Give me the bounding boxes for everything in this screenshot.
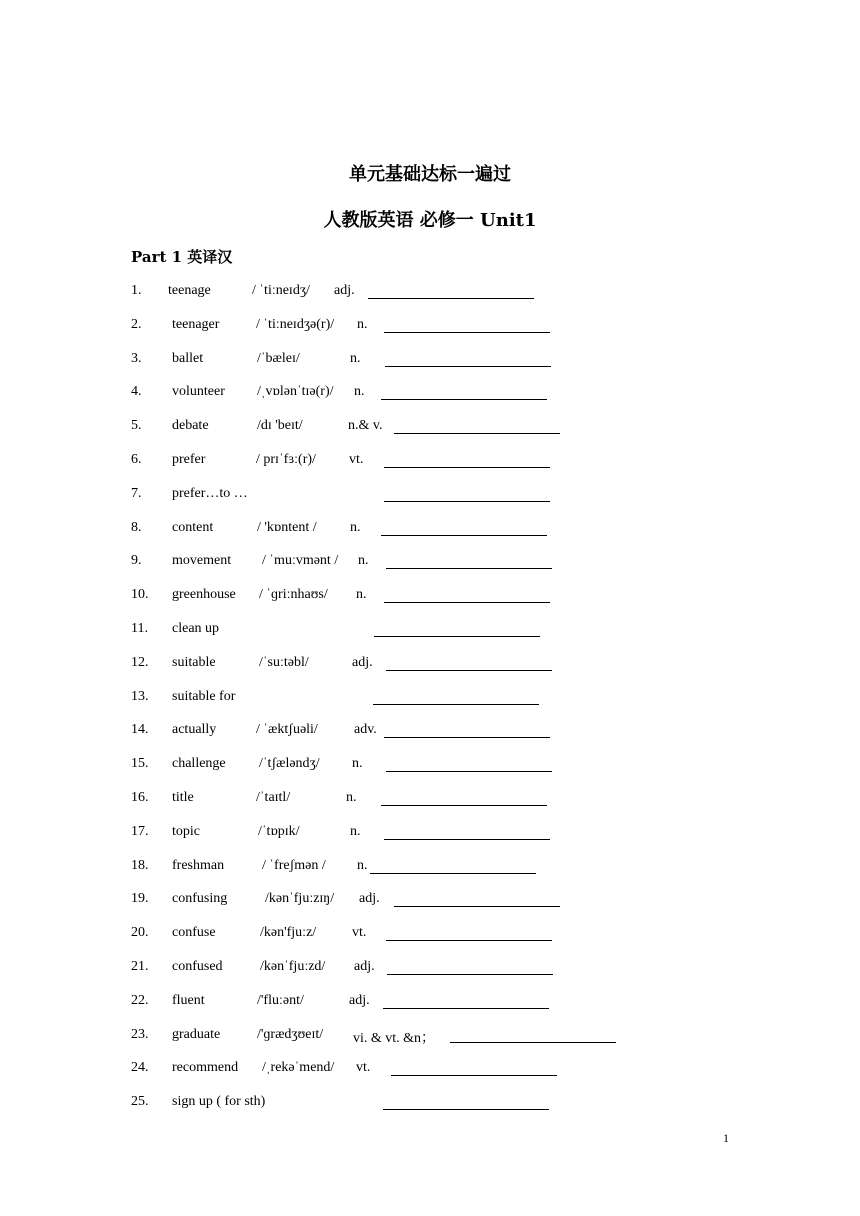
item-number: 13.	[131, 688, 149, 704]
answer-blank[interactable]	[386, 655, 552, 671]
item-phonetic: /ˈtaɪtl/	[256, 790, 291, 805]
answer-blank[interactable]	[373, 689, 539, 705]
item-number: 5.	[131, 418, 142, 434]
item-part-of-speech: n.	[357, 857, 368, 873]
item-number: 23.	[131, 1026, 149, 1042]
item-word: confusing	[172, 891, 228, 907]
item-number: 4.	[131, 384, 142, 400]
item-part-of-speech: vt.	[356, 1060, 371, 1076]
answer-blank[interactable]	[384, 486, 550, 502]
answer-blank[interactable]	[381, 790, 547, 806]
item-word: teenage	[168, 283, 211, 298]
item-word: title	[172, 790, 194, 805]
item-part-of-speech: adj.	[349, 992, 370, 1008]
item-phonetic: / ˈmuːvmənt /	[262, 553, 339, 569]
item-number: 24.	[131, 1060, 149, 1076]
item-part-of-speech: vi. & vt. &n；	[353, 1030, 436, 1046]
item-part-of-speech: adv.	[354, 722, 377, 738]
item-number: 18.	[131, 857, 149, 873]
item-word: recommend	[172, 1060, 239, 1076]
item-part-of-speech: adj.	[334, 283, 355, 298]
item-number: 16.	[131, 790, 149, 805]
answer-blank[interactable]	[391, 1060, 557, 1076]
item-word: graduate	[172, 1026, 221, 1042]
item-part-of-speech: adj.	[352, 654, 373, 670]
item-part-of-speech: vt.	[349, 452, 364, 467]
item-phonetic: /kən'fjuːz/	[260, 925, 317, 941]
item-part-of-speech: adj.	[354, 959, 375, 974]
answer-blank[interactable]	[370, 858, 536, 874]
item-number: 14.	[131, 722, 149, 738]
item-word: teenager	[172, 316, 220, 332]
answer-blank[interactable]	[386, 553, 552, 569]
item-phonetic: /kənˈfjuːzɪŋ/	[265, 891, 335, 907]
answer-blank[interactable]	[450, 1027, 616, 1043]
answer-blank[interactable]	[383, 993, 549, 1009]
item-part-of-speech: n.	[356, 587, 367, 603]
item-part-of-speech: n.	[357, 316, 368, 332]
item-phonetic: /ˌrekəˈmend/	[262, 1060, 335, 1076]
answer-blank[interactable]	[381, 384, 547, 400]
answer-blank[interactable]	[384, 824, 550, 840]
item-part-of-speech: n.	[350, 823, 361, 839]
answer-blank[interactable]	[386, 925, 552, 941]
item-phonetic: /'fluːənt/	[257, 992, 304, 1008]
item-part-of-speech: n.	[358, 553, 369, 569]
item-number: 17.	[131, 823, 149, 839]
document-subtitle: 人教版英语 必修一 Unit1	[323, 210, 537, 231]
item-word: freshman	[172, 857, 225, 873]
item-phonetic: / ˈæktʃuəli/	[256, 722, 318, 738]
item-number: 2.	[131, 316, 142, 332]
item-word: topic	[172, 823, 200, 839]
item-word: prefer…to …	[172, 485, 248, 501]
item-number: 6.	[131, 452, 142, 467]
item-part-of-speech: n.	[350, 350, 361, 366]
item-word: volunteer	[172, 384, 225, 400]
answer-blank[interactable]	[384, 452, 550, 468]
item-number: 19.	[131, 891, 149, 907]
item-word: confuse	[172, 925, 216, 941]
item-phonetic: /ˈtɒpɪk/	[258, 823, 300, 839]
item-word: confused	[172, 959, 223, 974]
item-word: prefer	[172, 452, 206, 467]
item-word: content	[172, 519, 214, 535]
item-phonetic: / ˈtiːneɪdʒə(r)/	[256, 316, 335, 332]
item-number: 12.	[131, 654, 149, 670]
answer-blank[interactable]	[368, 283, 534, 299]
item-part-of-speech: n.	[352, 756, 363, 772]
item-phonetic: / ˈɡriːnhaʊs/	[259, 587, 328, 603]
item-part-of-speech: vt.	[352, 925, 367, 941]
item-word: actually	[172, 722, 217, 738]
page-number: 1	[723, 1131, 729, 1145]
item-phonetic: /dɪ 'beɪt/	[257, 418, 303, 434]
answer-blank[interactable]	[381, 520, 547, 536]
item-number: 8.	[131, 519, 142, 535]
item-number: 7.	[131, 485, 142, 501]
item-phonetic: /ˈbæleɪ/	[257, 350, 300, 366]
answer-blank[interactable]	[394, 891, 560, 907]
item-word: sign up ( for sth)	[172, 1094, 266, 1110]
item-part-of-speech: n.	[346, 790, 357, 805]
item-part-of-speech: adj.	[359, 891, 380, 907]
item-phonetic: / 'kɒntent /	[257, 519, 317, 535]
answer-blank[interactable]	[383, 1094, 549, 1110]
answer-blank[interactable]	[387, 959, 553, 975]
item-phonetic: /ˈsuːtəbl/	[259, 654, 309, 670]
item-number: 22.	[131, 992, 149, 1008]
item-part-of-speech: n.& v.	[348, 418, 383, 434]
item-number: 3.	[131, 350, 142, 366]
answer-blank[interactable]	[374, 621, 540, 637]
item-number: 1.	[131, 283, 142, 298]
item-phonetic: /ˈtʃæləndʒ/	[259, 756, 320, 772]
answer-blank[interactable]	[384, 722, 550, 738]
item-word: fluent	[172, 992, 205, 1008]
item-word: suitable for	[172, 688, 236, 704]
item-number: 9.	[131, 553, 142, 569]
part-heading: Part 1 英译汉	[131, 248, 233, 266]
item-word: movement	[172, 553, 232, 569]
item-phonetic: /ˌvɒlənˈtɪə(r)/	[257, 384, 334, 400]
item-number: 20.	[131, 925, 149, 941]
item-number: 21.	[131, 959, 149, 974]
answer-blank[interactable]	[385, 351, 551, 367]
item-number: 25.	[131, 1094, 149, 1110]
item-number: 15.	[131, 756, 149, 772]
item-word: debate	[172, 418, 209, 434]
item-word: suitable	[172, 654, 216, 670]
item-phonetic: / ˈfreʃmən /	[262, 857, 326, 873]
document-title: 单元基础达标一遍过	[349, 164, 511, 185]
item-word: clean up	[172, 621, 220, 636]
item-phonetic: / ˈtiːneɪdʒ/	[252, 283, 310, 298]
item-number: 10.	[131, 587, 149, 603]
item-word: ballet	[172, 350, 204, 366]
item-phonetic: / prɪˈfɜː(r)/	[256, 452, 316, 467]
answer-blank[interactable]	[394, 418, 560, 434]
item-part-of-speech: n.	[354, 384, 365, 400]
item-phonetic: /kənˈfjuːzd/	[260, 959, 326, 974]
item-part-of-speech: n.	[350, 519, 361, 535]
answer-blank[interactable]	[384, 587, 550, 603]
item-number: 11.	[131, 621, 148, 636]
item-word: challenge	[172, 756, 226, 772]
item-word: greenhouse	[172, 587, 236, 603]
answer-blank[interactable]	[386, 756, 552, 772]
answer-blank[interactable]	[384, 317, 550, 333]
item-phonetic: /'ɡrædʒʊeɪt/	[257, 1026, 324, 1042]
